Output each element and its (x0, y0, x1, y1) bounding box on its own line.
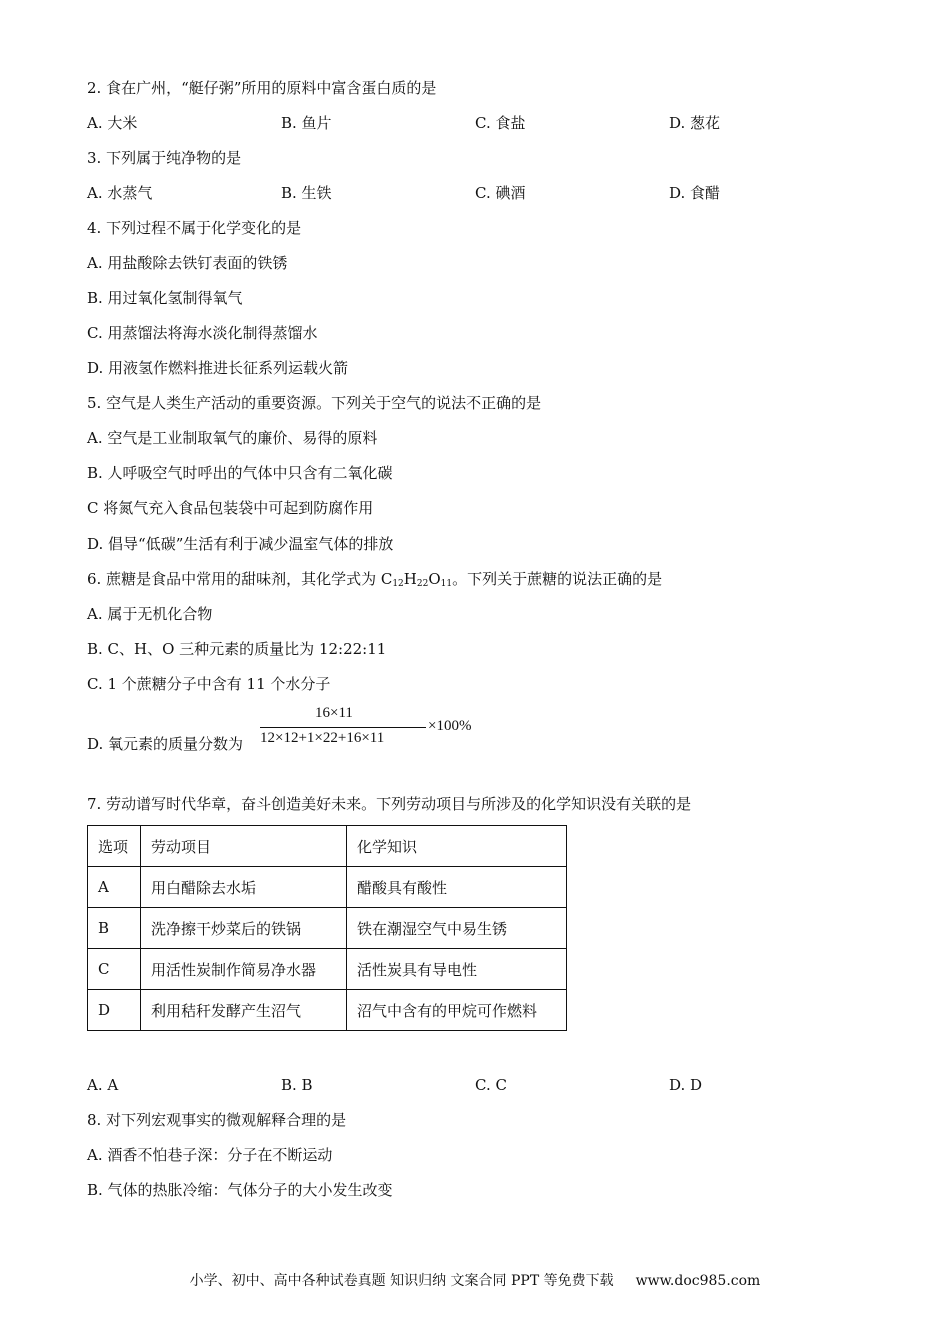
question-2-option-d: D. 葱花 (669, 114, 721, 132)
question-5-option-b: B. 人呼吸空气时呼出的气体中只含有二氧化碳 (87, 464, 393, 482)
table-header-row (88, 826, 567, 867)
question-3-option-c: C. 碘酒 (475, 184, 526, 202)
table-row (88, 867, 567, 908)
question-2-stem: 2. 食在广州，“艇仔粥”所用的原料中富含蛋白质的是 (87, 79, 437, 97)
question-3-stem: 3. 下列属于纯净物的是 (87, 149, 242, 167)
table-cell: D (88, 990, 141, 1031)
question-4-stem: 4. 下列过程不属于化学变化的是 (87, 219, 302, 237)
table-cell: C (88, 949, 141, 990)
table-cell: 洗净擦干炒菜后的铁锅 (141, 908, 347, 949)
formula-numerator: 16×11 (315, 705, 353, 721)
table-cell: 利用秸秆发酵产生沼气 (141, 990, 347, 1031)
element-o: O (428, 570, 441, 588)
question-5-stem: 5. 空气是人类生产活动的重要资源。下列关于空气的说法不正确的是 (87, 394, 542, 412)
footer-url[interactable]: www.doc985.com (635, 1273, 761, 1289)
question-8-option-b: B. 气体的热胀冷缩：气体分子的大小发生改变 (87, 1181, 393, 1199)
subscript-carbon: 12 (392, 579, 404, 589)
fraction-bar (260, 727, 426, 728)
question-7-option-b: B. B (281, 1076, 313, 1094)
table-cell: 醋酸具有酸性 (347, 867, 567, 908)
question-4-option-a: A. 用盐酸除去铁钉表面的铁锈 (87, 254, 288, 272)
labor-knowledge-table (87, 825, 567, 1031)
question-6-option-d: D. 氧元素的质量分数为 (87, 735, 244, 753)
table-cell: 用活性炭制作简易净水器 (141, 949, 347, 990)
question-2-option-a: A. 大米 (87, 114, 138, 132)
footer-text: 小学、初中、高中各种试卷真题 知识归纳 文案合同 PPT 等免费下载 (189, 1273, 614, 1289)
question-5-option-d: D. 倡导“低碳”生活有利于减少温室气体的排放 (87, 535, 394, 553)
question-3-option-d: D. 食醋 (669, 184, 721, 202)
question-6-stem (87, 569, 662, 594)
table-cell: B (88, 908, 141, 949)
page-footer (0, 1270, 950, 1290)
subscript-hydrogen: 22 (416, 579, 429, 589)
question-7-stem: 7. 劳动谱写时代华章，奋斗创造美好未来。下列劳动项目与所涉及的化学知识没有关联的是 (87, 795, 692, 813)
question-7-option-c: C. C (475, 1076, 507, 1094)
question-8-option-a: A. 酒香不怕巷子深：分子在不断运动 (87, 1146, 333, 1164)
formula-percent: ×100% (428, 718, 472, 734)
element-h: H (403, 570, 417, 588)
question-2-option-b: B. 鱼片 (281, 114, 332, 132)
question-6-option-a: A. 属于无机化合物 (87, 605, 213, 623)
table-row (88, 949, 567, 990)
table-header-cell: 劳动项目 (141, 826, 347, 867)
question-3-option-b: B. 生铁 (281, 184, 332, 202)
question-6-option-c: C. 1 个蔗糖分子中含有 11 个水分子 (87, 675, 331, 693)
question-6-stem-post: 。下列关于蔗糖的说法正确的是 (452, 570, 663, 588)
question-4-option-b: B. 用过氧化氢制得氧气 (87, 289, 243, 307)
table-header-cell: 选项 (88, 826, 141, 867)
mass-fraction-formula (258, 705, 488, 749)
question-6-option-b: B. C、H、O 三种元素的质量比为 12:22:11 (87, 640, 387, 658)
subscript-oxygen: 11 (440, 579, 453, 589)
question-8-stem: 8. 对下列宏观事实的微观解释合理的是 (87, 1111, 347, 1129)
question-4-option-c: C. 用蒸馏法将海水淡化制得蒸馏水 (87, 324, 318, 342)
table-header-cell: 化学知识 (347, 826, 567, 867)
question-6-stem-pre: 6. 蔗糖是食品中常用的甜味剂，其化学式为 C (87, 570, 393, 588)
table-cell: 用白醋除去水垢 (141, 867, 347, 908)
question-5-option-a: A. 空气是工业制取氧气的廉价、易得的原料 (87, 429, 378, 447)
question-3-option-a: A. 水蒸气 (87, 184, 153, 202)
question-5-option-c: C 将氮气充入食品包装袋中可起到防腐作用 (87, 499, 374, 517)
question-7-option-d: D. D (669, 1076, 703, 1094)
question-7-option-a: A. A (87, 1076, 119, 1094)
table-cell: 沼气中含有的甲烷可作燃料 (347, 990, 567, 1031)
table-row (88, 908, 567, 949)
table-cell: 铁在潮湿空气中易生锈 (347, 908, 567, 949)
question-2-option-c: C. 食盐 (475, 114, 526, 132)
table-cell: 活性炭具有导电性 (347, 949, 567, 990)
formula-denominator: 12×12+1×22+16×11 (260, 730, 385, 746)
question-4-option-d: D. 用液氢作燃料推进长征系列运载火箭 (87, 359, 349, 377)
table-row (88, 990, 567, 1031)
table-cell: A (88, 867, 141, 908)
